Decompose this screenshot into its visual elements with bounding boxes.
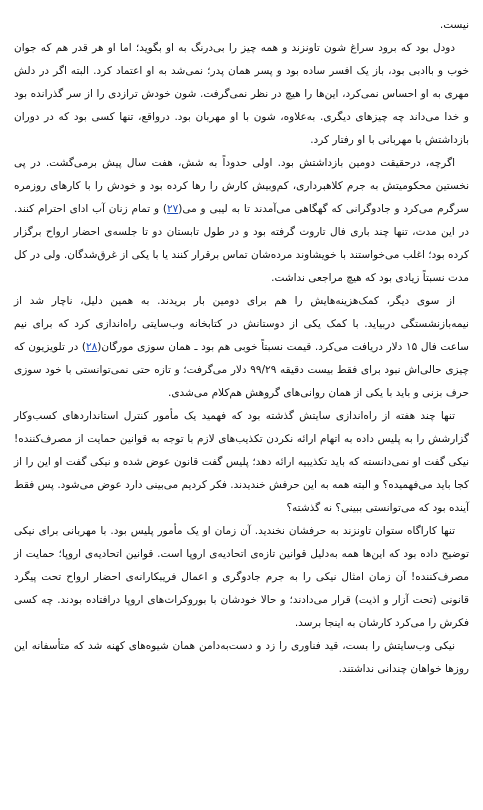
- paragraph-3: [14, 290, 469, 405]
- paragraph-2: [14, 152, 469, 290]
- paragraph-continuation: نیست.: [439, 19, 469, 31]
- paragraph-3-text-start: از سوی دیگر، کمک‌هزینه‌هایش را هم برای دومین بار بریدند. به همین دلیل، ناچار شد از نیمه‌بازنشستگی دربیاید. با کمک یکی از دوستانش در کتابخانه وب‌سایتی راه‌اندازی کرد که برای نیم ساعت فال ۱۵ دلار دریافت می‌کرد. قیمت نسبتاً خوبی هم بود ـ همان سوزی مورگان(: [14, 295, 469, 353]
- footnote-link-28[interactable]: ۲۸: [86, 341, 98, 353]
- paragraph-3-text-end: ) در تلویزیون که چیزی حالی‌اش نبود برای فقط بیست دقیقه ۹۹/۲۹ دلار می‌گرفت؛ و تازه حتی نمی‌توانستی با خود سوزی حرف بزنی و باید با یکی از همان روانی‌های گروهش هم‌کلام می‌شدی.: [14, 341, 469, 399]
- paragraph-2-text-end: ) و تمام زنان آب ادای احترام کنند. در این مدت، تنها چند باری فال تاروت گرفته بود و در طول تابستان دو تا جلسه‌ی احضار ارواح برگزار کرده بود؛ اغلب می‌خواستند با خویشاوند مرده‌شان تماس برقرار کنند یا با یکی از غرق‌شدگان. ولی در کل مدت نسبتاً زیادی بود که هیچ مراجعی نداشت.: [14, 203, 469, 284]
- paragraph-1: دودل بود که برود سراغ شون تاونزند و همه چیز را بی‌درنگ به او بگوید؛ اما او هر قدر هم که جوان خوب و باادبی بود، باز یک افسر ساده بود و پسر همان پدر؛ نمی‌شد به او اعتماد کرد. البته اگر در دلش مهری به او احساس نمی‌کرد، این‌ها را هیچ در نظر نمی‌گرفت. شون خودش ترازدی را از سر گذرانده بود و خدا می‌داند چه چیزهای دیگری. به‌علاوه، شون با او مهربان بود. درواقع، تنها کسی بود که در دوران بازداشتش با مهربانی با او رفتار کرد.: [14, 42, 469, 146]
- paragraph-2-text-start: اگرچه، درحقیقت دومین بازداشتش بود. اولی حدوداً به شش، هفت سال پیش برمی‌گشت. در پی نخستین محکومیتش به جرم کلاهبرداری، کم‌وبیش کارش را رها کرده بود و خودش را با کارهای روزمره سرگرم می‌کرد و جادوگرانی که گهگاهی می‌آمدند تا به لیبی و می(: [14, 157, 469, 215]
- paragraph-6: نیکی وب‌سایتش را بست، قید فناوری را زد و دست‌به‌دامن همان شیوه‌های کهنه شد که متأسفانه این روزها خواهان چندانی نداشتند.: [14, 640, 469, 675]
- paragraph-4: تنها چند هفته از راه‌اندازی سایتش گذشته بود که فهمید یک مأمور کنترل استانداردهای کسب‌وکار گزارشش را به پلیس داده به اتهام ارائه نکردن تکذیب‌های لازم با توجه به قوانین حمایت از مصرف‌کننده! نیکی گفت او نمی‌دانسته که باید تکذیبیه ارائه دهد؛ پلیس گفت قانون عوض شده و نیکی گفت او این را از کجا باید می‌فهمیده؟ و البته همه به این حرفش خندیدند. فکر کردیم می‌بینی دارد عوض می‌شود. پس فقط آینده بود که می‌توانستی ببینی؟ نه گذشته؟: [14, 410, 469, 514]
- footnote-link-27[interactable]: ۲۷: [166, 203, 179, 215]
- paragraph-5: تنها کاراگاه ستوان تاونزند به حرفشان نخندید. آن زمان او یک مأمور پلیس بود. با مهربانی برای نیکی توضیح داده بود که این‌ها همه به‌دلیل قوانین تازه‌ی اتحادیه‌ی اروپا است. قوانین اتحادیه‌ی اروپا؛ حمایت از مصرف‌کننده! آن زمان امثال نیکی را به جرم جادوگری و اعمال فریبکارانه‌ی احضار ارواح تحت پیگرد قانونی (تحت آزار و اذیت) قرار می‌دادند؛ و حالا خودشان با بوروکرات‌های اروپا درافتاده بودند. چه کسی فکرش را می‌کرد کارشان به اینجا برسد.: [14, 525, 469, 629]
